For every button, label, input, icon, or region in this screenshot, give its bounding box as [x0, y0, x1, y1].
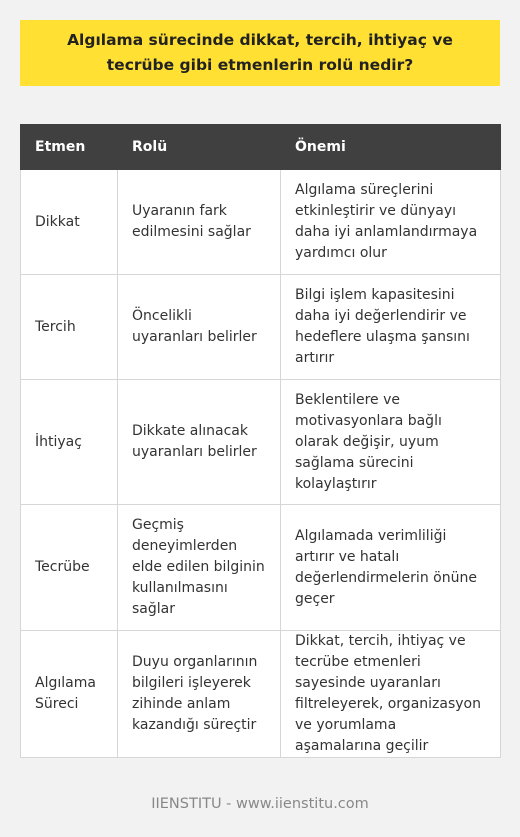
table-row	[21, 275, 501, 380]
cell-etmen: Dikkat	[21, 170, 118, 275]
cell-onemi: Algılamada verimliliği artırır ve hatalı değerlendirmelerin önüne geçer	[281, 505, 501, 631]
table-row	[21, 380, 501, 505]
title-banner	[20, 20, 500, 86]
header-onemi: Önemi	[281, 125, 501, 170]
cell-rolu: Duyu organlarının bilgileri işleyerek zihinde anlam kazandığı süreçtir	[118, 631, 281, 758]
cell-rolu: Dikkate alınacak uyaranları belirler	[118, 380, 281, 505]
header-rolu: Rolü	[118, 125, 281, 170]
cell-etmen: İhtiyaç	[21, 380, 118, 505]
page-title: Algılama sürecinde dikkat, tercih, ihtiyaç ve tecrübe gibi etmenlerin rolü nedir?	[67, 31, 453, 74]
footer-credit: IIENSTITU - www.iienstitu.com	[151, 796, 369, 812]
cell-rolu: Öncelikli uyaranları belirler	[118, 275, 281, 380]
cell-onemi: Beklentilere ve motivasyonlara bağlı olarak değişir, uyum sağlama sürecini kolaylaştırır	[281, 380, 501, 505]
header-etmen: Etmen	[21, 125, 118, 170]
cell-etmen: Tecrübe	[21, 505, 118, 631]
cell-onemi: Bilgi işlem kapasitesini daha iyi değerlendirir ve hedeflere ulaşma şansını artırır	[281, 275, 501, 380]
cell-etmen: Tercih	[21, 275, 118, 380]
cell-rolu: Uyaranın fark edilmesini sağlar	[118, 170, 281, 275]
cell-rolu: Geçmiş deneyimlerden elde edilen bilginin kullanılmasını sağlar	[118, 505, 281, 631]
cell-etmen: Algılama Süreci	[21, 631, 118, 758]
table-header-row	[21, 125, 501, 170]
factors-table	[20, 124, 501, 758]
cell-onemi: Algılama süreçlerini etkinleştirir ve dünyayı daha iyi anlamlandırmaya yardımcı olur	[281, 170, 501, 275]
table-row	[21, 170, 501, 275]
table-row	[21, 631, 501, 758]
cell-onemi: Dikkat, tercih, ihtiyaç ve tecrübe etmenleri sayesinde uyaranları filtreleyerek, organizasyon ve yorumlama aşamalarına geçilir	[281, 631, 501, 758]
table-row	[21, 505, 501, 631]
